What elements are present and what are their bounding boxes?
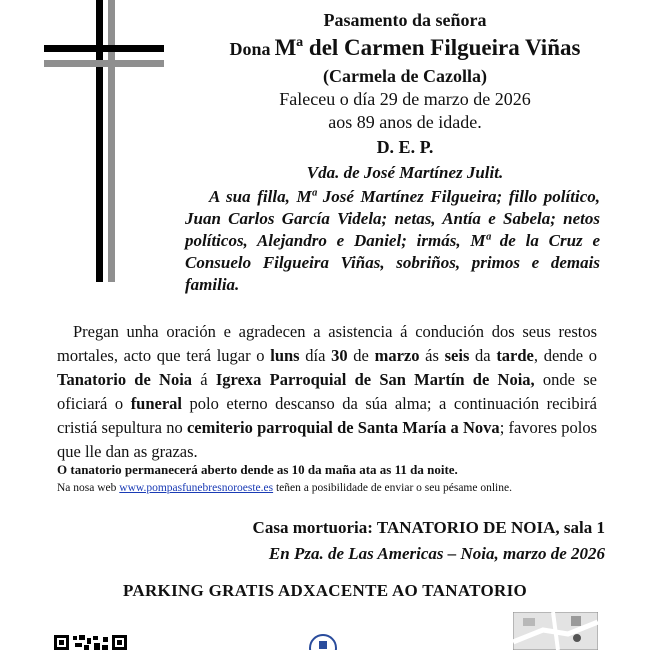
name-prefix: Dona bbox=[229, 39, 271, 59]
ceremony-paragraph: Pregan unha oración e agradecen a asistencia á condución dos seus restos mortales, acto que terá lugar o luns día 30 de marzo ás seis da tarde, dende o Tanatorio de Noia á Igrexa Parroquial de San Martín de Noia, onde se oficiará o funeral polo eterno descanso da súa alma; a continuación recibirá cristiá sepultura no cemiterio parroquial de Santa María a Nova; favores polos que lle dan as grazas. bbox=[57, 322, 598, 461]
hours-note: O tanatorio permanecerá aberto dende as 10 da maña ata as 11 da noite. bbox=[57, 462, 458, 477]
age-line: aos 89 anos de idade. bbox=[328, 112, 482, 132]
dep: D. E. P. bbox=[376, 137, 434, 157]
casa-mortuoria: Casa mortuoria: TANATORIO DE NOIA, sala 1 bbox=[252, 518, 605, 537]
family-list bbox=[185, 186, 600, 296]
map-thumbnail bbox=[513, 612, 598, 650]
intro-line: Pasamento da señora bbox=[323, 10, 487, 30]
family-text: A sua filla, Mª José Martínez Filgueira; fillo político, Juan Carlos García Videla; netas, Antía e Sabela; netos políticos, Alejandro e Daniel; irmás, Mª de la Cruz e Consuelo Filgueira Viñas, sobriños, primos e demais familia. bbox=[185, 187, 600, 294]
place-date: En Pza. de Las Americas – Noia, marzo de 2026 bbox=[268, 544, 605, 563]
widow-line: Vda. de José Martínez Julit. bbox=[306, 163, 504, 182]
death-line: Faleceu o día 29 de marzo de 2026 bbox=[279, 89, 531, 109]
web-line: Na nosa web www.pompasfunebresnoroeste.es teñen a posibilidade de enviar o seu pésame online. bbox=[57, 482, 512, 494]
website-link[interactable]: www.pompasfunebresnoroeste.es bbox=[119, 482, 274, 494]
parking-notice: PARKING GRATIS ADXACENTE AO TANATORIO bbox=[122, 581, 528, 600]
deceased-name bbox=[185, 35, 625, 61]
emblem-icon bbox=[308, 632, 338, 650]
name-main: Mª del Carmen Filgueira Viñas bbox=[274, 35, 581, 60]
qr-code-icon bbox=[54, 633, 134, 650]
nickname: (Carmela de Cazolla) bbox=[323, 66, 487, 86]
